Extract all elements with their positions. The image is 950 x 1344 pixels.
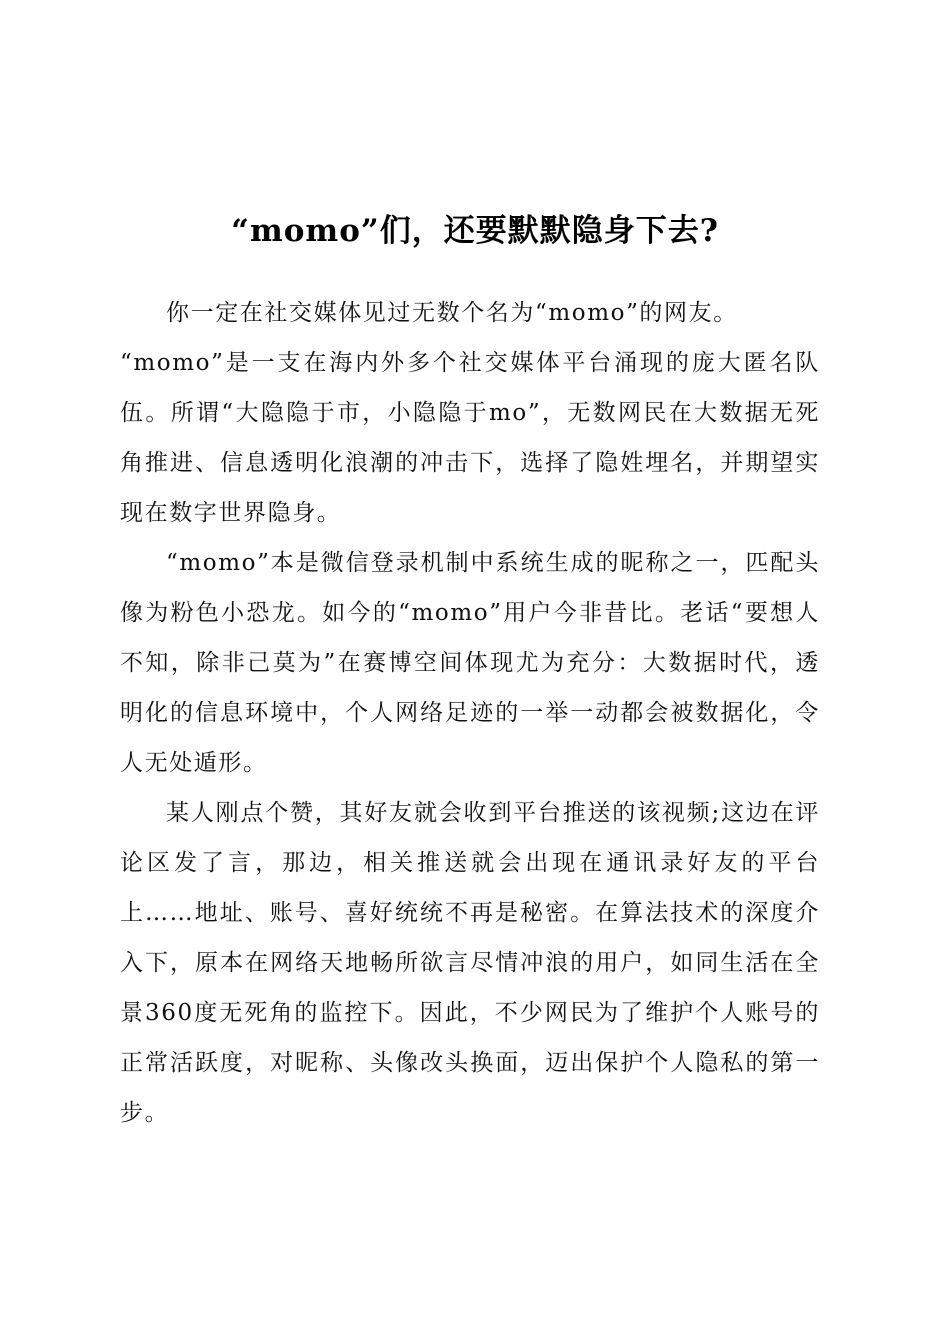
document-body <box>120 288 820 1138</box>
document-title: “momo”们，还要默默隐身下去? <box>231 212 719 249</box>
paragraph-2: “momo”是一支在海内外多个社交媒体平台涌现的庞大匿名队伍。所谓“大隐隐于市，小隐隐于mo”，无数网民在大数据无死角推进、信息透明化浪潮的冲击下，选择了隐姓埋名，并期望实现在数字世界隐身。 <box>120 350 820 526</box>
paragraph-3: “momo”本是微信登录机制中系统生成的昵称之一，匹配头像为粉色小恐龙。如今的“momo”用户今非昔比。老话“要想人不知，除非己莫为”在赛博空间体现尤为充分：大数据时代，透明化的信息环境中，个人网络足迹的一举一动都会被数据化，令人无处遁形。 <box>120 550 820 776</box>
paragraph-4: 某人刚点个赞，其好友就会收到平台推送的该视频;这边在评论区发了言，那边，相关推送就会出现在通讯录好友的平台上……地址、账号、喜好统统不再是秘密。在算法技术的深度介入下，原本在网络天地畅所欲言尽情冲浪的用户，如同生活在全景360度无死角的监控下。因此，不少网民为了维护个人账号的正常活跃度，对昵称、头像改头换面，迈出保护个人隐私的第一步。 <box>120 800 820 1126</box>
paragraph-1: 你一定在社交媒体见过无数个名为“momo”的网友。 <box>166 300 738 326</box>
